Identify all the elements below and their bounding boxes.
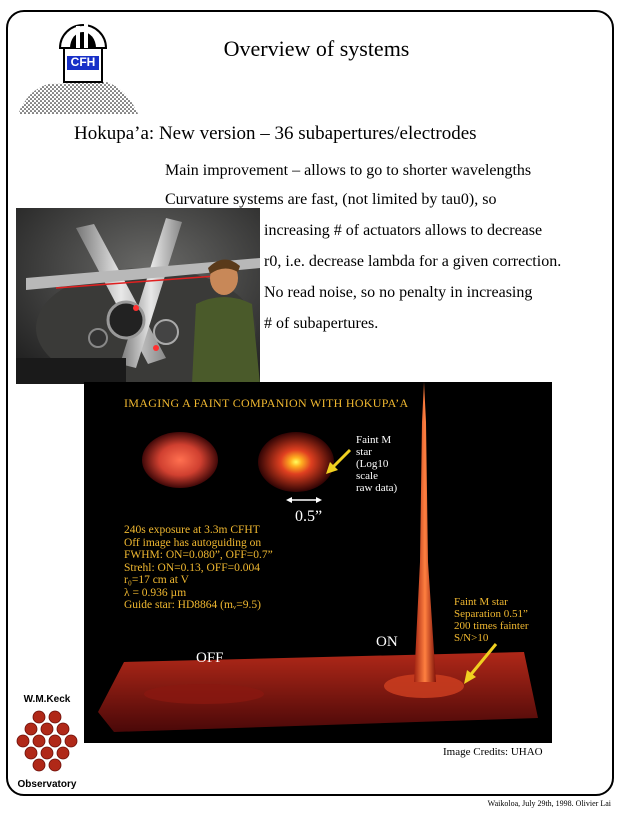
exposure-info-line: λ = 0.936 µm: [124, 586, 187, 599]
on-label: ON: [376, 634, 398, 650]
companion-note-line: Faint M star: [454, 596, 508, 608]
cfh-logo-text: CFH: [70, 55, 96, 69]
off-image-blob: [142, 432, 218, 488]
footer-note: Waikoloa, July 29th, 1998. Olivier Lai: [487, 799, 611, 808]
faint-m-note-line: Faint M: [356, 434, 392, 446]
instrument-photo: [16, 208, 260, 384]
faint-m-note: [356, 434, 397, 494]
bullet-line-4: r0, i.e. decrease lambda for a given correction.: [264, 253, 562, 270]
companion-note-line: Separation 0.51”: [454, 608, 528, 620]
bullet-line-3: increasing # of actuators allows to decrease: [264, 222, 543, 239]
hokupaa-imaging-figure: [84, 382, 552, 743]
exposure-info-line: Off image has autoguiding on: [124, 536, 262, 549]
subtitle: Hokupa’a: New version – 36 subapertures/electrodes: [74, 123, 477, 144]
bullet-line-6: # of subapertures.: [264, 315, 379, 332]
companion-note-line: 200 times fainter: [454, 620, 529, 632]
companion-note-line: S/N>10: [454, 632, 489, 644]
exposure-info-line: Guide star: HD8864 (mᵥ=9.5): [124, 599, 261, 611]
bullet-line-5: No read noise, so no penalty in increasing: [264, 284, 533, 301]
exposure-info-line: Strehl: ON=0.13, OFF=0.004: [124, 561, 260, 574]
image-credits: Image Credits: UHAO: [443, 746, 543, 758]
keck-mirror-icon: [16, 710, 78, 776]
on-image-blob: [258, 432, 334, 492]
keck-logo-top-text: W.M.Keck: [23, 694, 71, 705]
keck-logo: [12, 694, 82, 792]
figure-title: IMAGING A FAINT COMPANION WITH HOKUPA’A: [124, 396, 409, 410]
faint-m-note-line: raw data): [356, 482, 398, 494]
bullet-line-1: Main improvement – allows to go to shorter wavelengths: [165, 162, 532, 179]
faint-m-note-line: (Log10: [356, 458, 389, 470]
off-label: OFF: [196, 650, 224, 666]
exposure-info: [124, 524, 273, 612]
keck-logo-bottom-text: Observatory: [17, 779, 77, 790]
page-title: Overview of systems: [223, 36, 410, 61]
faint-m-note-line: star: [356, 446, 372, 458]
faint-m-note-line: scale: [356, 470, 378, 482]
exposure-info-line: FWHM: ON=0.080”, OFF=0.7”: [124, 549, 273, 561]
bullet-line-2: Curvature systems are fast, (not limited by tau0), so: [165, 191, 497, 208]
scale-label: 0.5”: [295, 508, 323, 525]
exposure-info-line: r₀=17 cm at V: [124, 574, 189, 586]
exposure-info-line: 240s exposure at 3.3m CFHT: [124, 524, 260, 536]
companion-note: [454, 596, 529, 644]
cfh-logo: [18, 14, 138, 118]
